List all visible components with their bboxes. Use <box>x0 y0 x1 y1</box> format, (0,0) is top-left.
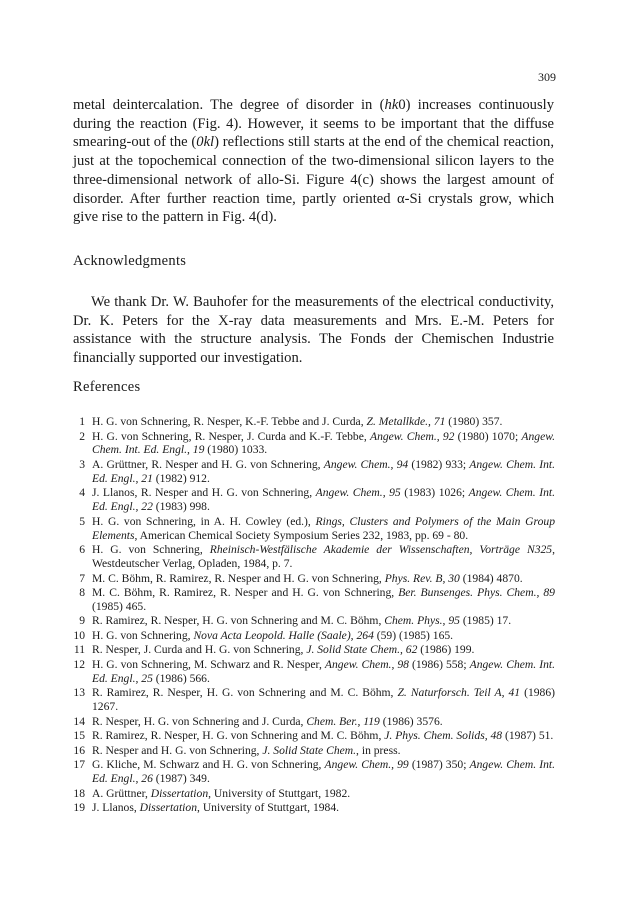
reference-text <box>92 643 555 657</box>
reference-text <box>92 586 555 614</box>
italic-text: Ber. Bunsenges. Phys. Chem., 89 <box>398 586 555 600</box>
reference-text <box>92 614 555 628</box>
reference-text <box>92 458 555 486</box>
italic-text: Dissertation <box>139 801 198 815</box>
reference-number: 13 <box>73 686 85 700</box>
italic-text: Angew. Chem. Int. Ed. Engl., 21 <box>92 457 555 485</box>
reference-item <box>67 629 555 643</box>
text-run: (1987) 350; <box>408 758 470 772</box>
text-run: (1983) 998. <box>152 500 210 514</box>
reference-number: 6 <box>79 543 85 557</box>
reference-text <box>92 715 555 729</box>
body-paragraph <box>73 96 554 227</box>
reference-text <box>92 787 555 801</box>
text-run: (1980) 1070; <box>454 429 522 443</box>
text-run: (1984) 4870. <box>459 571 523 585</box>
text-run: R. Nesper, J. Curda and H. G. von Schnering, <box>92 643 307 657</box>
text-run: metal deintercalation. The degree of disorder in ( <box>73 97 385 113</box>
text-run: M. C. Böhm, R. Ramirez, R. Nesper and H. G. von Schnering, <box>92 586 399 600</box>
text-run: R. Ramirez, R. Nesper, H. G. von Schnering and M. C. Böhm, <box>92 729 385 743</box>
text-run: R. Nesper and H. G. von Schnering, <box>92 743 263 757</box>
reference-item <box>67 430 555 458</box>
references-list <box>67 415 555 816</box>
italic-text: Chem. Phys., 95 <box>384 614 460 628</box>
text-run: (1980) 1033. <box>204 443 268 457</box>
reference-item <box>67 729 555 743</box>
reference-text <box>92 686 555 714</box>
reference-text <box>92 572 555 586</box>
reference-text <box>92 430 555 458</box>
text-run: (1985) 465. <box>92 599 147 613</box>
acknowledgments-section <box>73 293 554 368</box>
reference-item <box>67 801 555 815</box>
italic-text: 0kl <box>196 134 215 151</box>
reference-item <box>67 658 555 686</box>
reference-number: 5 <box>79 514 85 528</box>
text-run: , American Chemical Society Symposium Series 232, 1983, pp. 69 - 80. <box>134 528 469 542</box>
text-run: 0) increases continuously during the reaction (Fig. 4). However, it seems to be important that the diffuse smearing-out of the ( <box>73 97 554 151</box>
reference-number: 9 <box>79 614 85 628</box>
italic-text: Angew. Chem. Int. Ed. Engl., 22 <box>92 486 556 514</box>
text-run: J. Llanos, <box>92 801 140 815</box>
italic-text: Z. Naturforsch. Teil A, 41 <box>397 686 521 700</box>
text-run: H. G. von Schnering, R. Nesper, K.-F. Tebbe and J. Curda, <box>92 415 367 428</box>
text-run: (59) (1985) 165. <box>373 628 454 642</box>
reference-item <box>67 515 555 543</box>
text-run: (1986) 1267. <box>92 686 556 714</box>
reference-number: 10 <box>73 628 85 642</box>
reference-item <box>67 643 555 657</box>
reference-number: 4 <box>79 486 85 500</box>
text-run: (1987) 51. <box>502 729 554 743</box>
italic-text: hk <box>384 97 399 113</box>
text-run: ) reflections still starts at the end of the chemical reaction, just at the topochemical connection of the two-dimensional silicon layers to the three-dimensional network of allo-Si. Figure 4(c) shows the largest amount of disorder. After further reaction time, partly oriented α-Si crystals grow, which give rise to the pattern in Fig. 4(d). <box>73 134 554 226</box>
reference-item <box>67 543 555 571</box>
text-run: H. G. von Schnering, in A. H. Cowley (ed.), <box>92 514 316 528</box>
text-run: (1986) 199. <box>417 643 475 657</box>
reference-item <box>67 486 555 514</box>
reference-item <box>67 415 555 429</box>
reference-text <box>92 729 555 743</box>
reference-number: 1 <box>79 415 85 428</box>
italic-text: Angew. Chem., 94 <box>323 457 409 471</box>
acknowledgments-heading: Acknowledgments <box>73 253 187 269</box>
reference-number: 18 <box>73 786 85 800</box>
text-run: , in press. <box>356 743 401 757</box>
text-run: (1986) 558; <box>408 657 470 671</box>
reference-number: 17 <box>73 758 85 772</box>
reference-number: 2 <box>79 429 85 443</box>
text-run: H. G. von Schnering, M. Schwarz and R. Nesper, <box>92 657 325 671</box>
text-run: H. G. von Schnering, R. Nesper, J. Curda and K.-F. Tebbe, <box>92 429 370 443</box>
text-run: (1982) 933; <box>408 457 470 471</box>
text-run: (1986) 3576. <box>379 714 443 728</box>
text-run: (1985) 17. <box>459 614 512 628</box>
reference-number: 11 <box>73 643 85 657</box>
italic-text: J. Solid State Chem., 62 <box>306 643 418 657</box>
reference-number: 8 <box>79 586 85 600</box>
reference-number: 7 <box>79 571 85 585</box>
text-run: A. Grüttner, R. Nesper and H. G. von Schnering, <box>92 457 324 471</box>
italic-text: J. Phys. Chem. Solids, 48 <box>384 729 503 743</box>
italic-text: Dissertation <box>150 786 209 800</box>
reference-item <box>67 744 555 758</box>
text-run: (1983) 1026; <box>400 486 469 500</box>
text-run: R. Ramirez, R. Nesper, H. G. von Schnering and M. C. Böhm, <box>92 614 385 628</box>
reference-number: 15 <box>73 729 85 743</box>
text-run: , Westdeutscher Verlag, Opladen, 1984, p. 7. <box>92 543 556 571</box>
reference-item <box>67 758 555 786</box>
acknowledgments-text: We thank Dr. W. Bauhofer for the measurements of the electrical conductivity, Dr. K. Peters for the X-ray data measurements and Mrs. E.-M. Peters for assistance with the structure analysis. The Fonds der Chemischen Industrie financially supported our investigation. <box>73 294 554 367</box>
reference-item <box>67 458 555 486</box>
reference-number: 19 <box>73 801 85 815</box>
italic-text: Nova Acta Leopold. Halle (Saale), 264 <box>193 628 374 642</box>
reference-text <box>92 486 555 514</box>
text-run: R. Ramirez, R. Nesper, H. G. von Schnering and M. C. Böhm, <box>92 686 398 700</box>
italic-text: Z. Metallkde., 71 <box>366 415 446 428</box>
reference-number: 16 <box>73 743 85 757</box>
text-run: , University of Stuttgart, 1982. <box>208 786 351 800</box>
reference-text <box>92 758 555 786</box>
text-run: R. Nesper, H. G. von Schnering and J. Curda, <box>92 714 307 728</box>
text-run: (1986) 566. <box>152 671 210 685</box>
reference-item <box>67 787 555 801</box>
reference-item <box>67 586 555 614</box>
text-run: (1982) 912. <box>152 471 210 485</box>
italic-text: Chem. Ber., 119 <box>306 714 380 728</box>
reference-text <box>92 801 555 815</box>
italic-text: Rings, Clusters and Polymers of the Main Group Elements <box>92 514 555 542</box>
reference-item <box>67 686 555 714</box>
reference-number: 12 <box>73 657 85 671</box>
text-run: J. Llanos, R. Nesper and H. G. von Schnering, <box>92 486 316 500</box>
reference-item <box>67 614 555 628</box>
italic-text: J. Solid State Chem. <box>262 743 357 757</box>
text-run: , University of Stuttgart, 1984. <box>197 801 340 815</box>
text-run: A. Grüttner, <box>92 786 151 800</box>
italic-text: Angew. Chem., 99 <box>324 758 409 772</box>
reference-number: 3 <box>79 457 85 471</box>
page-number: 309 <box>538 70 556 84</box>
reference-text <box>92 415 555 429</box>
reference-text <box>92 744 555 758</box>
text-run: (1987) 349. <box>152 772 210 786</box>
italic-text: Angew. Chem. Int. Ed. Engl., 19 <box>92 429 556 457</box>
text-run: H. G. von Schnering, <box>92 543 210 557</box>
reference-text <box>92 658 555 686</box>
italic-text: Angew. Chem. Int. Ed. Engl., 25 <box>92 657 555 685</box>
italic-text: Phys. Rev. B, 30 <box>384 571 460 585</box>
italic-text: Rheinisch-Westfälische Akademie der Wissenschaften, Vorträge N325 <box>209 543 553 557</box>
reference-text <box>92 629 555 643</box>
text-run: H. G. von Schnering, <box>92 628 194 642</box>
italic-text: Angew. Chem., 92 <box>369 429 455 443</box>
reference-text <box>92 515 555 543</box>
italic-text: Angew. Chem., 98 <box>324 657 409 671</box>
text-run: (1980) 357. <box>445 415 503 428</box>
paragraph-1 <box>73 96 554 227</box>
reference-text <box>92 543 555 571</box>
reference-item <box>67 715 555 729</box>
text-run: M. C. Böhm, R. Ramirez, R. Nesper and H. G. von Schnering, <box>92 571 385 585</box>
text-run: G. Kliche, M. Schwarz and H. G. von Schnering, <box>92 758 325 772</box>
italic-text: Angew. Chem. Int. Ed. Engl., 26 <box>92 758 555 786</box>
italic-text: Angew. Chem., 95 <box>315 486 401 500</box>
reference-number: 14 <box>73 714 85 728</box>
reference-item <box>67 572 555 586</box>
references-heading: References <box>73 379 141 395</box>
